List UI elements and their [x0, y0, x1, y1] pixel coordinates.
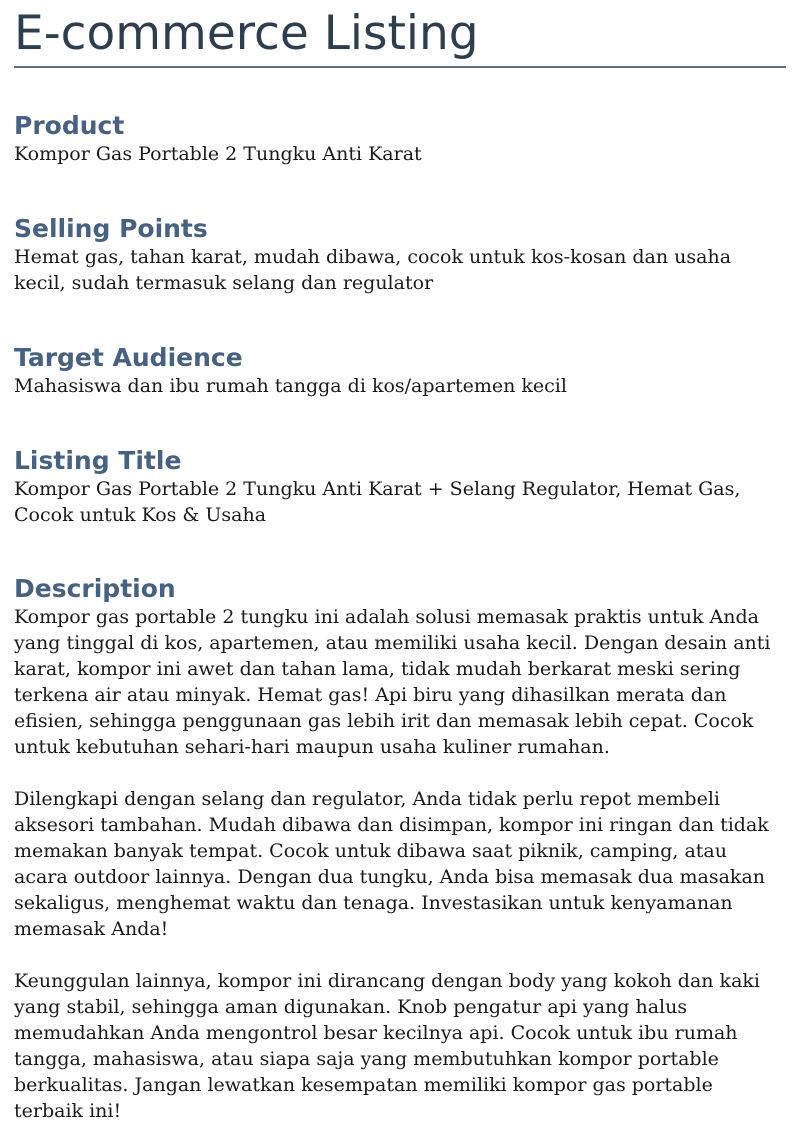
- listing-title-text: Kompor Gas Portable 2 Tungku Anti Karat + Selang Regulator, Hemat Gas, Cocok untuk Kos & Usaha: [14, 478, 741, 526]
- selling-points-heading: Selling Points: [14, 214, 208, 243]
- description-body: [14, 604, 786, 1124]
- listing-title-section: [14, 446, 786, 528]
- product-section: [14, 111, 786, 167]
- title-divider: [14, 66, 786, 68]
- description-paragraph: Keunggulan lainnya, kompor ini dirancang dengan body yang kokoh dan kaki yang stabil, sehingga aman digunakan. Knob pengatur api yang halus memudahkan Anda mengontrol besar kecilnya api. Cocok untuk ibu rumah tangga, mahasiswa, atau siapa saja yang membutuhkan kompor portable berkualitas. Jangan lewatkan kesempatan memiliki kompor gas portable terbaik ini!: [14, 970, 760, 1122]
- selling-points-text: Hemat gas, tahan karat, mudah dibawa, cocok untuk kos-kosan dan usaha kecil, sudah termasuk selang dan regulator: [14, 246, 732, 294]
- description-paragraph: Dilengkapi dengan selang dan regulator, Anda tidak perlu repot membeli aksesori tambahan. Mudah dibawa dan disimpan, kompor ini ringan dan tidak memakan banyak tempat. Cocok untuk dibawa saat piknik, camping, atau acara outdoor lainnya. Dengan dua tungku, Anda bisa memasak dua masakan sekaligus, menghemat waktu dan tenaga. Investasikan untuk kenyamanan memasak Anda!: [14, 788, 769, 940]
- product-heading: Product: [14, 111, 125, 140]
- target-audience-section: [14, 343, 786, 399]
- description-paragraph: Kompor gas portable 2 tungku ini adalah solusi memasak praktis untuk Anda yang tinggal di kos, apartemen, atau memiliki usaha kecil. Dengan desain anti karat, kompor ini awet dan tahan lama, tidak mudah berkarat meski sering terkena air atau minyak. Hemat gas! Api biru yang dihasilkan merata dan efisien, sehingga penggunaan gas lebih irit dan memasak lebih cepat. Cocok untuk kebutuhan sehari-hari maupun usaha kuliner rumahan.: [14, 606, 771, 758]
- target-audience-text: Mahasiswa dan ibu rumah tangga di kos/apartemen kecil: [14, 375, 567, 397]
- product-text: Kompor Gas Portable 2 Tungku Anti Karat: [14, 143, 422, 165]
- description-section: [14, 574, 786, 1124]
- page-title: E-commerce Listing: [14, 6, 479, 61]
- selling-points-section: [14, 214, 786, 296]
- target-audience-heading: Target Audience: [14, 343, 243, 372]
- description-heading: Description: [14, 574, 176, 603]
- listing-title-heading: Listing Title: [14, 446, 182, 475]
